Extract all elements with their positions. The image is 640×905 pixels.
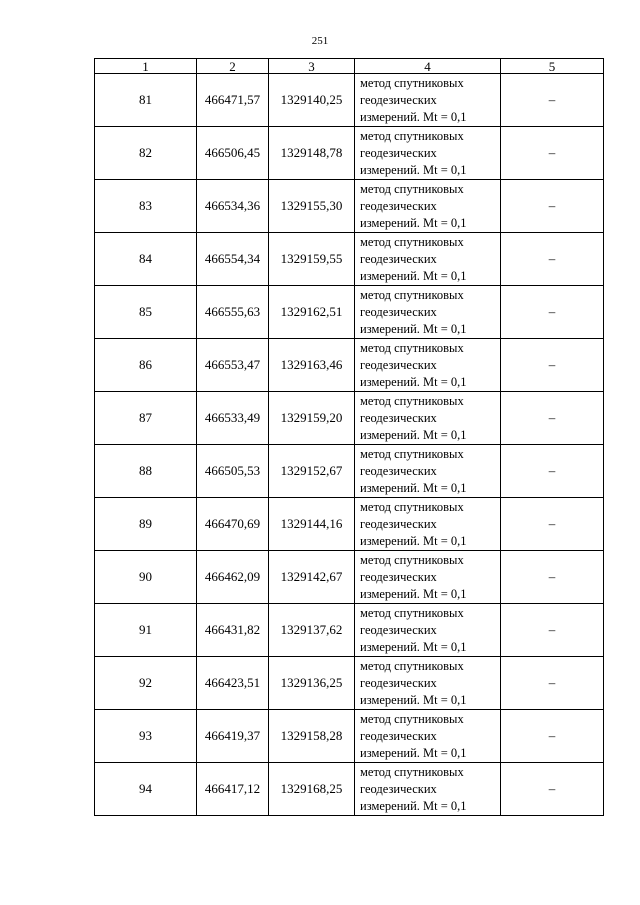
point-number-cell: 86 [95,339,197,392]
point-number-cell: 94 [95,763,197,816]
method-line: геодезических [360,145,437,160]
method-line: измерений. Mt = 0,1 [360,215,467,230]
table-row [95,339,604,392]
table-row [95,710,604,763]
method-cell [355,339,501,392]
method-line: метод спутниковых [360,128,464,143]
method-line: измерений. Mt = 0,1 [360,798,467,813]
method-line: метод спутниковых [360,181,464,196]
table-row [95,604,604,657]
y-coordinate-cell: 1329155,30 [269,180,355,233]
table-row [95,763,604,816]
y-coordinate-cell: 1329148,78 [269,127,355,180]
table-body [95,74,604,816]
note-cell: – [501,127,604,180]
method-line: измерений. Mt = 0,1 [360,692,467,707]
method-line: геодезических [360,410,437,425]
note-cell: – [501,339,604,392]
method-cell [355,180,501,233]
point-number-cell: 84 [95,233,197,286]
method-line: геодезических [360,569,437,584]
x-coordinate-cell: 466431,82 [197,604,269,657]
page-number: 251 [311,35,329,47]
note-cell: – [501,710,604,763]
method-line: измерений. Mt = 0,1 [360,374,467,389]
method-cell [355,445,501,498]
point-number-cell: 88 [95,445,197,498]
method-line: метод спутниковых [360,446,464,461]
method-line: геодезических [360,622,437,637]
method-line: измерений. Mt = 0,1 [360,639,467,654]
y-coordinate-cell: 1329152,67 [269,445,355,498]
table-row [95,657,604,710]
method-cell [355,551,501,604]
method-line: геодезических [360,304,437,319]
y-coordinate-cell: 1329163,46 [269,339,355,392]
method-line: метод спутниковых [360,658,464,673]
method-line: измерений. Mt = 0,1 [360,480,467,495]
method-line: метод спутниковых [360,499,464,514]
table-row [95,392,604,445]
method-line: геодезических [360,357,437,372]
coordinates-table [94,58,604,816]
method-line: геодезических [360,728,437,743]
method-line: метод спутниковых [360,340,464,355]
method-line: измерений. Mt = 0,1 [360,745,467,760]
method-line: измерений. Mt = 0,1 [360,321,467,336]
y-coordinate-cell: 1329137,62 [269,604,355,657]
method-line: геодезических [360,675,437,690]
point-number-cell: 85 [95,286,197,339]
x-coordinate-cell: 466417,12 [197,763,269,816]
point-number-cell: 82 [95,127,197,180]
column-header: 3 [269,59,355,74]
method-line: метод спутниковых [360,764,464,779]
table-row [95,180,604,233]
table-row [95,498,604,551]
y-coordinate-cell: 1329168,25 [269,763,355,816]
point-number-cell: 93 [95,710,197,763]
method-cell [355,763,501,816]
method-cell [355,233,501,286]
method-line: метод спутниковых [360,234,464,249]
method-cell [355,392,501,445]
method-cell [355,127,501,180]
method-line: геодезических [360,92,437,107]
method-line: измерений. Mt = 0,1 [360,268,467,283]
method-cell [355,498,501,551]
table-row [95,286,604,339]
x-coordinate-cell: 466471,57 [197,74,269,127]
column-header: 1 [95,59,197,74]
point-number-cell: 81 [95,74,197,127]
method-line: геодезических [360,516,437,531]
method-line: метод спутниковых [360,552,464,567]
point-number-cell: 91 [95,604,197,657]
x-coordinate-cell: 466419,37 [197,710,269,763]
column-header: 2 [197,59,269,74]
x-coordinate-cell: 466462,09 [197,551,269,604]
x-coordinate-cell: 466553,47 [197,339,269,392]
point-number-cell: 92 [95,657,197,710]
method-line: метод спутниковых [360,605,464,620]
method-line: измерений. Mt = 0,1 [360,586,467,601]
table-row [95,233,604,286]
method-line: геодезических [360,198,437,213]
column-header: 4 [355,59,501,74]
table-row [95,551,604,604]
x-coordinate-cell: 466423,51 [197,657,269,710]
y-coordinate-cell: 1329142,67 [269,551,355,604]
method-cell [355,604,501,657]
point-number-cell: 87 [95,392,197,445]
note-cell: – [501,551,604,604]
x-coordinate-cell: 466533,49 [197,392,269,445]
method-line: геодезических [360,781,437,796]
y-coordinate-cell: 1329136,25 [269,657,355,710]
method-line: метод спутниковых [360,393,464,408]
note-cell: – [501,657,604,710]
x-coordinate-cell: 466506,45 [197,127,269,180]
method-cell [355,710,501,763]
table-row [95,127,604,180]
method-cell [355,657,501,710]
note-cell: – [501,763,604,816]
point-number-cell: 83 [95,180,197,233]
point-number-cell: 89 [95,498,197,551]
x-coordinate-cell: 466505,53 [197,445,269,498]
y-coordinate-cell: 1329144,16 [269,498,355,551]
table-header-row [95,59,604,74]
column-header: 5 [501,59,604,74]
table-row [95,74,604,127]
method-line: геодезических [360,463,437,478]
method-line: метод спутниковых [360,711,464,726]
y-coordinate-cell: 1329158,28 [269,710,355,763]
method-line: метод спутниковых [360,287,464,302]
note-cell: – [501,498,604,551]
method-line: геодезических [360,251,437,266]
point-number-cell: 90 [95,551,197,604]
note-cell: – [501,180,604,233]
method-line: измерений. Mt = 0,1 [360,109,467,124]
table-row [95,445,604,498]
note-cell: – [501,445,604,498]
note-cell: – [501,74,604,127]
x-coordinate-cell: 466534,36 [197,180,269,233]
x-coordinate-cell: 466554,34 [197,233,269,286]
y-coordinate-cell: 1329162,51 [269,286,355,339]
note-cell: – [501,233,604,286]
method-line: метод спутниковых [360,75,464,90]
note-cell: – [501,286,604,339]
method-line: измерений. Mt = 0,1 [360,533,467,548]
y-coordinate-cell: 1329159,55 [269,233,355,286]
x-coordinate-cell: 466470,69 [197,498,269,551]
note-cell: – [501,392,604,445]
method-line: измерений. Mt = 0,1 [360,162,467,177]
y-coordinate-cell: 1329140,25 [269,74,355,127]
note-cell: – [501,604,604,657]
method-cell [355,74,501,127]
x-coordinate-cell: 466555,63 [197,286,269,339]
y-coordinate-cell: 1329159,20 [269,392,355,445]
method-cell [355,286,501,339]
method-line: измерений. Mt = 0,1 [360,427,467,442]
